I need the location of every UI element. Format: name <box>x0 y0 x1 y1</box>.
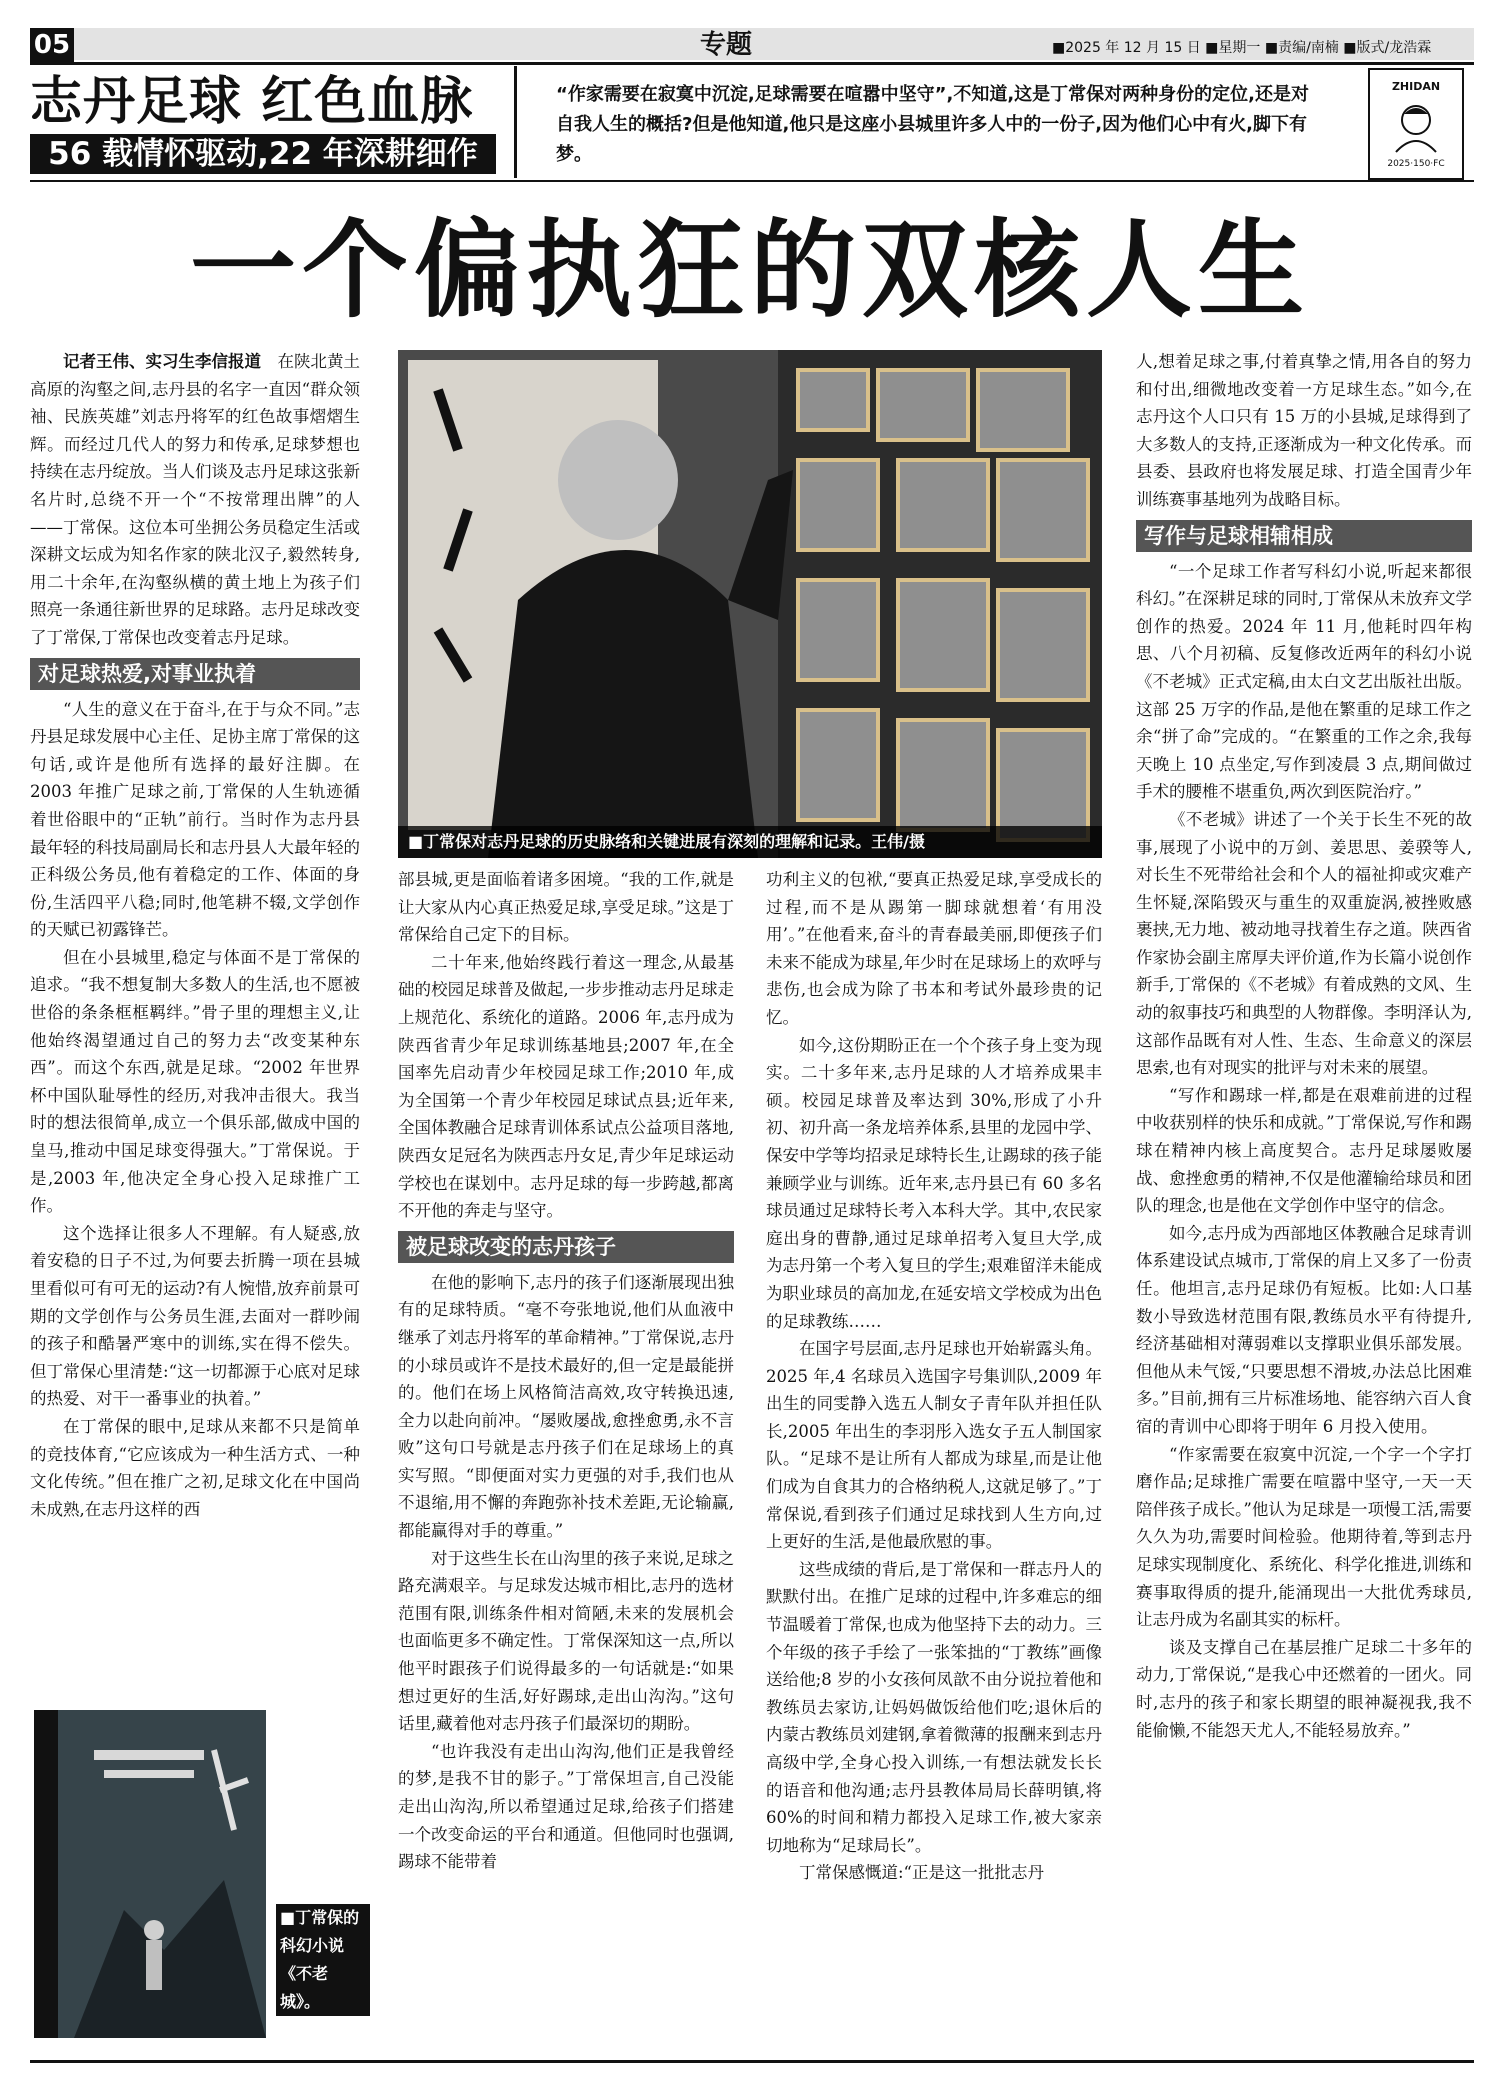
logo-text: ZHIDAN <box>1391 80 1441 93</box>
date-line: ■2025 年 12 月 15 日 ■星期一 ■责编/南楠 ■版式/龙浩霖 <box>1052 40 1432 56</box>
paragraph: “写作和踢球一样,都是在艰难前进的过程中收获别样的快乐和成就。”丁常保说,写作和踢球在精神内核上高度契合。志丹足球屡败屡战、愈挫愈勇的精神,不仅是他灌输给球员和团队的理念,也是他在文学创作中坚守的信念。 <box>1136 1085 1472 1216</box>
section-label: 专题 <box>700 30 753 60</box>
paragraph: “作家需要在寂寞中沉淀,一个字一个字打磨作品;足球推广需要在喧嚣中坚守,一天一天陪伴孩子成长。”他认为足球是一项慢工活,需要久久为功,需要时间检验。他期待着,等到志丹足球实现制度化、系统化、科学化推进,训练和赛事取得质的提升,能涌现出一大批优秀球员,让志丹成为名副其实的标杆。 <box>1136 1444 1472 1630</box>
headline-subtitle: 56 载情怀驱动,22 年深耕细作 <box>30 134 496 174</box>
paragraph: 在国字号层面,志丹足球也开始崭露头角。2025 年,4 名球员入选国字号集训队,2009 年出生的同雯静入选五人制女子青年队并担任队长,2005 年出生的李羽彤入选女子五人制国家队。“足球不是让所有人都成为球星,而是让他们成为自食其力的合格纳税人,这就足够了。”丁常保说,看到孩子们通过足球找到人生方向,过上更好的生活,是他最欣慰的事。 <box>766 1339 1102 1552</box>
section-heading: 被足球改变的志丹孩子 <box>398 1231 734 1263</box>
paragraph: 二十年来,他始终践行着这一理念,从最基础的校园足球普及做起,一步步推动志丹足球走上规范化、系统化的道路。2006 年,志丹成为陕西省青少年足球训练基地县;2007 年,在全国率先启动青少年校园足球工作;2010 年,成为全国第一个青少年校园足球试点县;近年来,全国体教融合足球青训体系试点公益项目落地,陕西女足冠名为陕西志丹女足,青少年足球运动学校也在谋划中。志丹足球的每一步跨越,都离不开他的奔走与坚守。 <box>398 952 734 1221</box>
section-heading: 对足球热爱,对事业执着 <box>30 658 360 690</box>
paragraph: 在他的影响下,志丹的孩子们逐渐展现出独有的足球特质。“毫不夸张地说,他们从血液中继承了刘志丹将军的革命精神。”丁常保说,志丹的小球员或许不是技术最好的,但一定是最能拼的。他们在场上风格简洁高效,攻守转换迅速,全力以赴向前冲。“屡败屡战,愈挫愈勇,永不言败”这句口号就是志丹孩子们在足球场上的真实写照。“即便面对实力更强的对手,我们也从不退缩,用不懈的奔跑弥补技术差距,无论输赢,都能赢得对手的尊重。” <box>398 1272 734 1541</box>
paragraph: 功利主义的包袱,“要真正热爱足球,享受成长的过程,而不是从踢第一脚球就想着‘有用没用’。”在他看来,奋斗的青春最美丽,即便孩子们未来不能成为球星,年少时在足球场上的欢呼与悲伤,也会成为除了书本和考试外最珍贵的记忆。 <box>766 870 1102 1027</box>
paragraph: “一个足球工作者写科幻小说,听起来都很科幻。”在深耕足球的同时,丁常保从未放弃文学创作的热爱。2024 年 11 月,他耗时四年构思、八个月初稿、反复修改近两年的科幻小说《不老城》正式定稿,由太白文艺出版社出版。这部 25 万字的作品,是他在繁重的足球工作之余“拼了命”完成的。“在繁重的工作之余,我每天晚上 10 点坐定,写作到凌晨 3 点,期间做过手术的腰椎不堪重负,两次到医院治疗。” <box>1136 561 1472 802</box>
article-column-4 <box>1136 348 1472 1744</box>
photo-illustration <box>398 350 1102 858</box>
paragraph: 谈及支撑自己在基层推广足球二十多年的动力,丁常保说,“是我心中还燃着的一团火。同时,志丹的孩子和家长期望的眼神凝视我,我不能偷懒,不能怨天尤人,不能轻易放弃。” <box>1136 1637 1472 1740</box>
main-title: 一个偏执狂的双核人生 <box>190 207 1310 332</box>
paragraph: 但在小县城里,稳定与体面不是丁常保的追求。“我不想复制大多数人的生活,也不愿被世俗的条条框框羁绊。”骨子里的理想主义,让他始终渴望通过自己的努力去“改变某种东西”。而这个东西,就是足球。“2002 年世界杯中国队耻辱性的经历,对我冲击很大。我当时的想法很简单,成立一个俱乐部,做成中国的皇马,推动中国足球变得强大。”丁常保说。于是,2003 年,他决定全身心投入足球推广工作。 <box>30 947 360 1216</box>
photo-caption: ■丁常保对志丹足球的历史脉络和关键进展有深刻的理解和记录。王伟/摄 <box>398 826 1102 858</box>
headline-kicker: 志丹足球 红色血脉 <box>30 72 474 132</box>
paragraph: “也许我没有走出山沟沟,他们正是我曾经的梦,是我不甘的影子。”丁常保坦言,自己没能走出山沟沟,所以希望通过足球,给孩子们搭建一个改变命运的平台和通道。但他同时也强调,踢球不能带着 <box>398 1741 734 1872</box>
club-logo <box>1368 68 1464 180</box>
article-photo <box>398 350 1102 858</box>
bottom-rule <box>30 2060 1474 2063</box>
paragraph: 人,想着足球之事,付着真挚之情,用各自的努力和付出,细微地改变着一方足球生态。”如今,在志丹这个人口只有 15 万的小县城,足球得到了大多数人的支持,正逐渐成为一种文化传承。而县委、县政府也将发展足球、打造全国青少年训练赛事基地列为战略目标。 <box>1136 352 1472 509</box>
paragraph: “人生的意义在于奋斗,在于与众不同。”志丹县足球发展中心主任、足协主席丁常保的这句话,或许是他所有选择的最好注脚。在 2003 年推广足球之前,丁常保的人生轨迹循着世俗眼中的“正轨”前行。当时作为志丹县最年轻的科技局副局长和志丹县人大最年轻的正科级公务员,他有着稳定的工作、体面的身份,生活四平八稳;同时,他笔耕不辍,文学创作的天赋已初露锋芒。 <box>30 699 360 940</box>
paragraph: 如今,这份期盼正在一个个孩子身上变为现实。二十多年来,志丹足球的人才培养成果丰硕。校园足球普及率达到 30%,形成了小升初、初升高一条龙培养体系,县里的龙园中学、保安中学等均招录足球特长生,让踢球的孩子能兼顾学业与训练。近年来,志丹县已有 60 多名球员通过足球特长考入本科大学。其中,农民家庭出身的曹静,通过足球单招考入复旦大学,成为志丹第一个考入复旦的学生;艰难留洋未能成为职业球员的高加龙,在延安培文学校成为出色的足球教练…… <box>766 1035 1102 1331</box>
header-divider <box>514 66 517 178</box>
paragraph: 这些成绩的背后,是丁常保和一群志丹人的默默付出。在推广足球的过程中,许多难忘的细节温暖着丁常保,也成为他坚持下去的动力。三个年级的孩子手绘了一张笨拙的“丁教练”画像送给他;8 岁的小女孩何凤歆不由分说拉着他和教练员去家访,让妈妈做饭给他们吃;退休后的内蒙古教练员刘建钢,拿着微薄的报酬来到志丹高级中学,全身心投入训练,一有想法就发长长的语音和他沟通;志丹县教体局局长薛明镇,将 60%的时间和精力都投入足球工作,被大家亲切地称为“足球局长”。 <box>766 1559 1102 1855</box>
book-cover-image <box>34 1710 266 2038</box>
article-column-3 <box>766 866 1102 1887</box>
article-column-2 <box>398 866 734 1876</box>
headline-rule <box>30 180 1474 182</box>
paragraph: 在陕北黄土高原的沟壑之间,志丹县的名字一直因“群众领袖、民族英雄”刘志丹将军的红色故事熠熠生辉。而经过几代人的努力和传承,足球梦想也持续在志丹绽放。当人们谈及志丹足球这张新名片时,总绕不开一个“不按常理出牌”的人——丁常保。这位本可坐拥公务员稳定生活或深耕文坛成为知名作家的陕北汉子,毅然转身,用二十余年,在沟壑纵横的黄土地上为孩子们照亮一条通往新世界的足球路。志丹足球改变了丁常保,丁常保也改变着志丹足球。 <box>30 352 360 647</box>
byline: 记者王伟、实习生李信报道 <box>63 352 261 371</box>
paragraph: 这个选择让很多人不理解。有人疑惑,放着安稳的日子不过,为何要去折腾一项在县城里看似可有可无的运动?有人惋惜,放弃前景可期的文学创作与公务员生涯,去面对一群吵闹的孩子和酷暑严寒中的训练,实在得不偿失。但丁常保心里清楚:“这一切都源于心底对足球的热爱、对干一番事业的执着。” <box>30 1223 360 1409</box>
paragraph: 部县城,更是面临着诸多困境。“我的工作,就是让大家从内心真正热爱足球,享受足球。”这是丁常保给自己定下的目标。 <box>398 870 734 945</box>
paragraph: 在丁常保的眼中,足球从来都不只是简单的竞技体育,“它应该成为一种生活方式、一种文化传统。”但在推广之初,足球文化在中国尚未成熟,在志丹这样的西 <box>30 1416 360 1519</box>
page-number: 05 <box>30 28 74 62</box>
logo-year-text: 2025·150·FC <box>1387 159 1445 169</box>
paragraph: 丁常保感慨道:“正是这一批批志丹 <box>799 1863 1044 1883</box>
book-caption: ■丁常保的科幻小说《不老城》。 <box>276 1904 370 2016</box>
section-heading: 写作与足球相辅相成 <box>1136 520 1472 552</box>
paragraph: 如今,志丹成为西部地区体教融合足球青训体系建设试点城市,丁常保的肩上又多了一份责任。他坦言,志丹足球仍有短板。比如:人口基数小导致选材范围有限,教练员水平有待提升,经济基础相对薄弱难以支撑职业俱乐部发展。但他从未气馁,“只要思想不滑坡,办法总比困难多。”目前,拥有三片标准场地、能容纳六百人食宿的青训中心即将于明年 6 月投入使用。 <box>1136 1223 1472 1436</box>
intro-quote: “作家需要在寂寞中沉淀,足球需要在喧嚣中坚守”,不知道,这是丁常保对两种身份的定位,还是对自我人生的概括?但是他知道,他只是这座小县城里许多人中的一份子,因为他们心中有火,脚下有梦。 <box>556 84 1310 165</box>
portrait-icon <box>1386 94 1446 154</box>
book-cover-illustration <box>34 1710 266 2038</box>
article-column-1 <box>30 348 360 1523</box>
paragraph: 对于这些生长在山沟里的孩子来说,足球之路充满艰辛。与足球发达城市相比,志丹的选材范围有限,训练条件相对简陋,未来的发展机会也面临更多不确定性。丁常保深知这一点,所以他平时跟孩子们说得最多的一句话就是:“如果想过更好的生活,好好踢球,走出山沟沟。”这句话里,藏着他对志丹孩子们最深切的期盼。 <box>398 1548 734 1734</box>
paragraph: 《不老城》讲述了一个关于长生不死的故事,展现了小说中的万剑、姜思思、姜骙等人,对长生不死带给社会和个人的福祉抑或灾难产生怀疑,深陷毁灭与重生的双重旋涡,被挫败感裹挟,无力地、被动地寻找着生存之道。陕西省作家协会副主席厚夫评价道,作为长篇小说创作新手,丁常保的《不老城》有着成熟的文风、生动的叙事技巧和典型的人物群像。李明泽认为,这部作品既有对人性、生态、生命意义的深层思索,也有对现实的批评与对未来的展望。 <box>1136 809 1472 1078</box>
top-rule <box>30 62 1474 65</box>
